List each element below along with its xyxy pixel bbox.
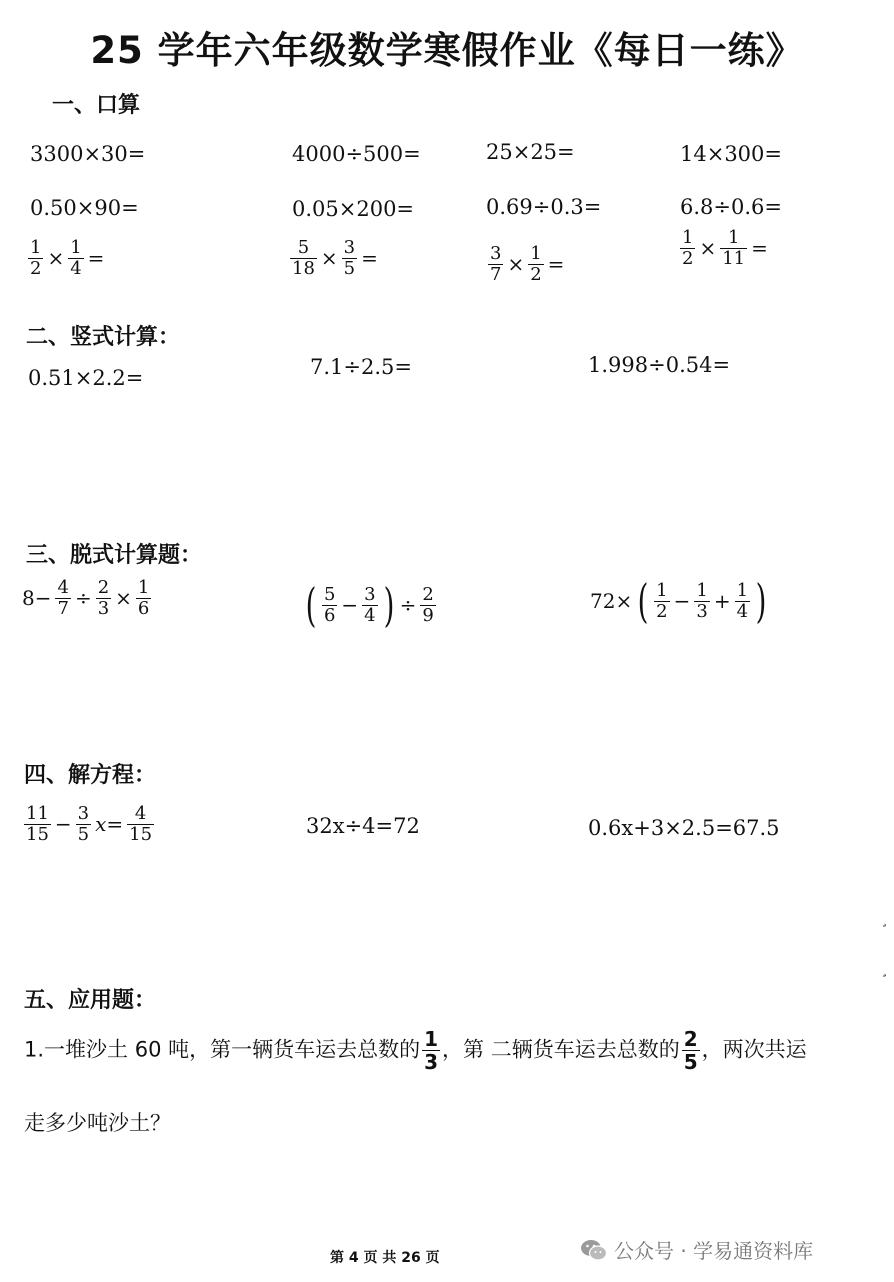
fraction-numerator: 1: [656, 579, 668, 601]
minus-sign: −: [341, 593, 359, 617]
equals-sign: =: [87, 246, 105, 271]
section-heading-equations: 四、解方程：: [24, 763, 157, 788]
fraction-denominator: 3: [696, 600, 708, 622]
watermark-text: 公众号 · 学易通资料库: [614, 1239, 814, 1263]
right-paren: ): [755, 574, 767, 628]
fraction-denominator: 4: [364, 604, 376, 626]
problem-text: ，第 二辆货车运去总数的: [442, 1037, 680, 1062]
fraction-numerator: 3: [490, 243, 502, 264]
fraction-denominator: 4: [736, 600, 749, 622]
oral-item: 0.50×90=: [30, 196, 139, 220]
fraction-denominator: 15: [129, 823, 153, 845]
word-problem-1-continued: 走多少吨沙土？: [24, 1111, 171, 1135]
left-paren: (: [305, 578, 317, 632]
equals-sign: =: [547, 252, 565, 277]
oral-fraction-item: [486, 244, 566, 285]
fraction-denominator: 2: [682, 247, 694, 269]
section-heading-oral: 一、口算: [52, 93, 141, 118]
fraction-denominator: 5: [683, 1050, 698, 1074]
word-problem-1: [24, 1028, 870, 1073]
times-sign: ×: [699, 236, 717, 261]
oral-fraction-item: [288, 238, 380, 279]
minus-sign: −: [673, 589, 691, 613]
fraction-denominator: 2: [530, 263, 542, 285]
vertical-item: 0.51×2.2=: [28, 366, 144, 390]
times-sign: ×: [115, 586, 132, 611]
page-number: 第 4 页 共 26 页: [330, 1250, 440, 1266]
stepwise-item: [20, 578, 153, 619]
fraction-numerator: 1: [720, 228, 747, 249]
expression-lead: 8−: [22, 586, 52, 611]
fraction-denominator: 11: [722, 247, 746, 269]
fraction-numerator: 1: [736, 579, 749, 601]
fraction-numerator: 2: [422, 583, 434, 605]
equation-item: 0.6x+3×2.5=67.5: [588, 816, 780, 840]
left-paren: (: [637, 574, 649, 628]
equation-item: [22, 804, 156, 845]
stepwise-item: [302, 578, 438, 632]
oral-item: 6.8÷0.6=: [680, 195, 782, 219]
fraction-denominator: 7: [57, 597, 69, 619]
equals-sign: =: [751, 236, 768, 261]
times-sign: ×: [507, 252, 525, 277]
fraction-numerator: 2: [97, 577, 110, 598]
fraction-denominator: 6: [323, 604, 336, 626]
oral-item: 0.05×200=: [292, 197, 415, 221]
vertical-item: 7.1÷2.5=: [310, 355, 412, 379]
expression-lead: 72×: [590, 589, 633, 613]
oral-item: 4000÷500=: [292, 142, 421, 166]
wechat-icon: [580, 1238, 608, 1262]
fraction-denominator: 2: [30, 257, 42, 279]
equals-sign: =: [361, 246, 378, 271]
oral-item: 25×25=: [486, 140, 575, 164]
fraction-numerator: 1: [70, 237, 82, 258]
problem-text: ，两次共运: [701, 1037, 807, 1062]
variable-equals: x=: [95, 812, 124, 837]
fraction-denominator: 4: [70, 257, 82, 279]
fraction-denominator: 15: [26, 823, 49, 845]
section-heading-word-problems: 五、应用题：: [24, 988, 157, 1013]
plus-sign: +: [713, 589, 731, 613]
divide-sign: ÷: [399, 593, 417, 617]
oral-item: 14×300=: [680, 142, 782, 166]
minus-sign: −: [54, 812, 72, 837]
fraction-denominator: 7: [490, 263, 502, 285]
fraction-denominator: 5: [343, 257, 356, 279]
fraction-numerator: 1: [696, 579, 708, 601]
fraction-denominator: 3: [424, 1050, 439, 1074]
vertical-item: 1.998÷0.54=: [588, 353, 731, 377]
equation-item: 32x÷4=72: [306, 814, 420, 838]
times-sign: ×: [47, 246, 65, 271]
fraction-numerator: 1: [530, 243, 542, 264]
fraction-denominator: 9: [422, 604, 434, 626]
oral-item: 3300×30=: [30, 142, 146, 166]
fraction-numerator: 2: [683, 1027, 698, 1051]
stepwise-item: [588, 574, 770, 628]
fraction-denominator: 2: [656, 600, 668, 622]
fraction-denominator: 18: [292, 257, 315, 279]
fraction-numerator: 3: [364, 583, 376, 605]
fraction-numerator: 3: [77, 803, 90, 824]
fraction-numerator: 1: [682, 227, 694, 248]
fraction-denominator: 6: [137, 597, 150, 619]
section-heading-vertical: 二、竖式计算：: [26, 325, 181, 350]
times-sign: ×: [320, 246, 338, 271]
fraction-numerator: 5: [323, 583, 336, 605]
oral-item: 0.69÷0.3=: [486, 195, 602, 219]
fraction-numerator: 5: [290, 238, 317, 259]
margin-mark: ¸: [881, 962, 888, 978]
fraction-denominator: 5: [77, 823, 90, 845]
section-heading-stepwise: 三、脱式计算题：: [26, 543, 203, 568]
fraction-numerator: 1: [424, 1027, 439, 1051]
page-title: 25 学年六年级数学寒假作业《每日一练》: [90, 29, 804, 72]
fraction-numerator: 11: [26, 803, 49, 824]
problem-text: 1.一堆沙土 60 吨，第一辆货车运去总数的: [24, 1037, 421, 1062]
divide-sign: ÷: [74, 586, 92, 611]
oral-fraction-item: [26, 238, 106, 279]
right-paren: ): [383, 578, 394, 632]
fraction-denominator: 3: [97, 597, 110, 619]
oral-fraction-item: [678, 228, 770, 269]
fraction-numerator: 1: [30, 237, 42, 258]
fraction-numerator: 3: [343, 237, 356, 258]
fraction-numerator: 4: [57, 577, 69, 598]
fraction-numerator: 4: [127, 804, 154, 825]
fraction-numerator: 1: [137, 577, 150, 598]
margin-mark: ¸: [881, 912, 888, 928]
watermark: [580, 1235, 813, 1264]
